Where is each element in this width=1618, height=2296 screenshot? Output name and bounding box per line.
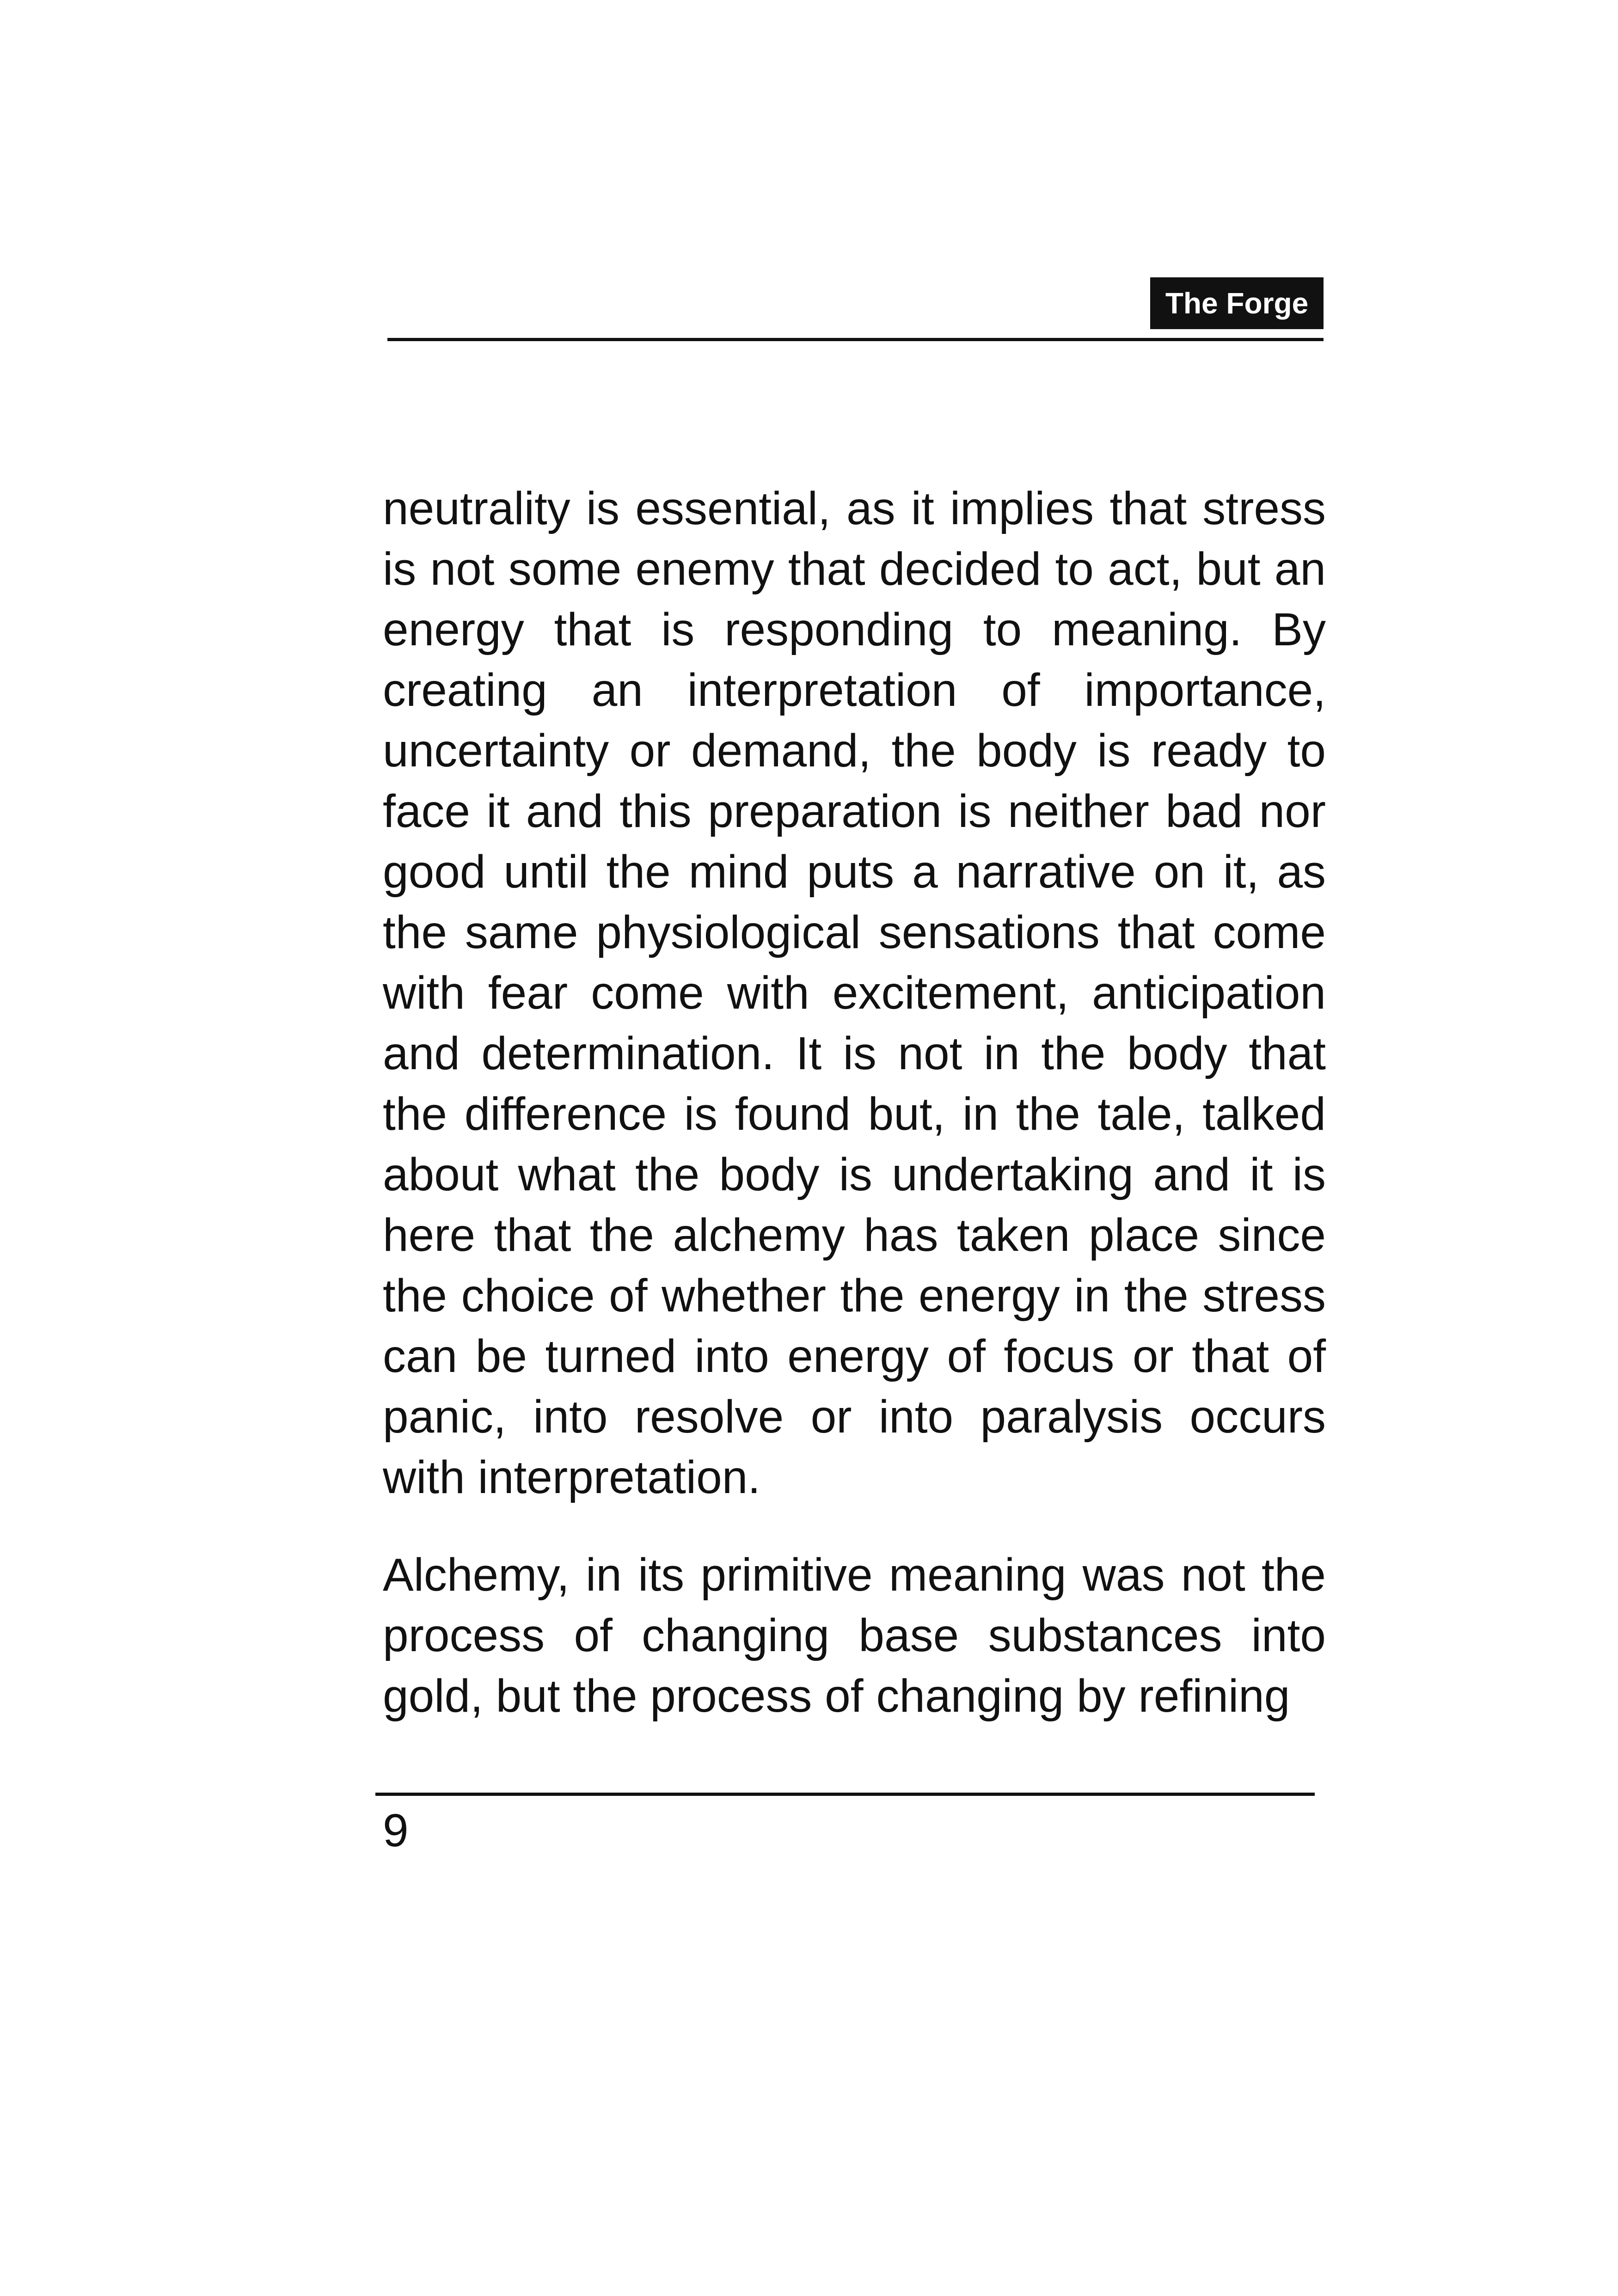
header-rule xyxy=(387,338,1324,341)
body-text xyxy=(383,478,1326,1727)
running-title: The Forge xyxy=(1150,277,1324,329)
page-number: 9 xyxy=(383,1805,409,1856)
paragraph: Alchemy, in its primitive meaning was not the process of changing base substances into gold, but the process of changing by refining xyxy=(383,1549,1326,1722)
paragraph: neutrality is essential, as it implies that stress is not some enemy that decided to act, but an energy that is responding to meaning. By creating an interpretation of importance, uncertainty or demand, the body is ready to face it and this preparation is neither bad nor good until the mind puts a narrative on it, as the same physiological sensations that come with fear come with excitement, anticipation and determination. It is not in the body that the difference is found but, in the tale, talked about what the body is undertaking and it is here that the alchemy has taken place since the choice of whether the energy in the stress can be turned into energy of focus or that of panic, into resolve or into paralysis occurs with interpretation. xyxy=(383,483,1326,1503)
footer-rule xyxy=(375,1793,1315,1796)
